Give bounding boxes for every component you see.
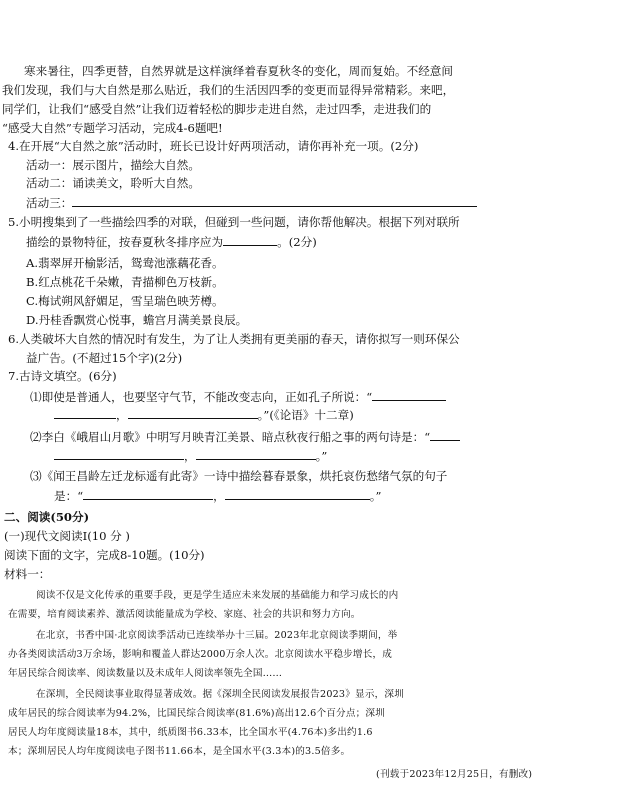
q7-item-2-comma: ， <box>184 449 196 463</box>
q6-line-2: 益广告。(不超过15个字)(2分) <box>26 351 183 365</box>
q7-blank-1b[interactable] <box>54 406 116 419</box>
q7-item-3-end: 。” <box>369 489 382 503</box>
q5-line-2-score: 。(2分) <box>277 235 317 249</box>
section-2-instruction: 阅读下面的文字，完成8-10题。(10分) <box>4 548 205 562</box>
article-para-3-line-2: 成年居民的综合阅读率为94.2%，比国民综合阅读率(81.6%)高出12.6个百分点；深圳 <box>8 708 386 719</box>
article-source: (刊载于2023年12月25日，有删改) <box>376 769 533 780</box>
article-para-1-line-1: 阅读不仅是文化传承的重要手段，更是学生适应未来发展的基础能力和学习成长的内 <box>36 590 399 601</box>
intro-line-2: 我们发现，我们与大自然是那么贴近，我们的生活因四季的变更而显得异常精彩。来吧， <box>2 83 455 97</box>
q5-line-1: 5.小明搜集到了一些描绘四季的对联，但碰到一些问题，请你帮他解决。根据下列对联所 <box>8 215 460 229</box>
q7-blank-3a[interactable] <box>83 487 213 500</box>
q4-activity-2: 活动二：诵读美文，聆听大自然。 <box>26 176 200 190</box>
q7-blank-1c[interactable] <box>128 406 258 419</box>
q7-item-2-prompt: ⑵李白《峨眉山月歌》中明写月映青江美景、暗点秋夜行船之事的两句诗是：“ <box>30 430 431 444</box>
q7-item-1-source: 。”(《论语》十二章) <box>257 408 354 422</box>
q4-activity-1: 活动一：展示图片，描绘大自然。 <box>26 158 200 172</box>
q4-stem: 4.在开展“大自然之旅”活动时，班长已设计好两项活动，请你再补充一项。(2分) <box>8 139 419 153</box>
q4-activity-3 <box>26 194 477 211</box>
q5-option-a: A.翡翠屏开榆影活，鸳鸯池涨藕花香。 <box>26 256 224 270</box>
q5-answer-blank[interactable] <box>223 233 277 246</box>
section-2-title: 二、阅读(50分) <box>4 510 90 524</box>
article-para-3-line-1: 在深圳，全民阅读事业取得显著成效。据《深圳全民阅读发展报告2023》显示，深圳 <box>36 689 404 700</box>
q7-item-2-end: 。” <box>315 449 328 463</box>
q4-answer-blank[interactable] <box>72 194 477 207</box>
q7-blank-1a[interactable] <box>372 388 446 401</box>
article-para-2-line-2: 办各类阅读活动3万余场，影响和覆盖人群达2000万余人次。北京阅读水平稳步增长，成 <box>8 649 393 660</box>
q7-blank-2a[interactable] <box>430 428 460 441</box>
q7-item-1-line-1 <box>30 388 446 405</box>
q7-item-1-prompt: ⑴即使是普通人，也要坚守气节，不能改变志向，正如孔子所说：“ <box>30 390 373 404</box>
intro-line-3: 同学们，让我们“感受自然”让我们迈着轻松的脚步走进自然，走过四季，走进我们的 <box>2 102 432 116</box>
q7-item-3-line-2 <box>54 487 381 504</box>
q5-line-2-text: 描绘的景物特征，按春夏秋冬排序应为 <box>26 235 224 249</box>
q5-line-2 <box>26 233 317 250</box>
material-1-label: 材料一： <box>4 567 51 581</box>
q7-item-3-prefix: 是：“ <box>54 489 84 503</box>
intro-line-4: “感受大自然”专题学习活动，完成4-6题吧! <box>2 121 223 135</box>
q7-item-1-line-2 <box>54 406 354 423</box>
q7-item-3-line-1: ⑶《闻王昌龄左迁龙标遥有此寄》一诗中描绘暮春景象，烘托哀伤愁绪气氛的句子 <box>30 469 448 483</box>
q7-item-2-line-2 <box>54 447 327 464</box>
article-para-2-line-3: 年居民综合阅读率、阅读数量以及未成年人阅读率领先全国…… <box>8 668 283 679</box>
q7-item-3-comma: ， <box>213 489 225 503</box>
article-para-1-line-2: 在需要，培育阅读素养、激活阅读能量成为学校、家庭、社会的共识和努力方向。 <box>8 609 361 620</box>
q5-option-c: C.梅试朔风舒媚足，雪呈瑞色映芳樽。 <box>26 294 224 308</box>
section-2-subtitle: (一)现代文阅读Ⅰ(10 分 ) <box>4 529 130 543</box>
q7-blank-2c[interactable] <box>196 447 316 460</box>
q7-item-2-line-1 <box>30 428 460 445</box>
q7-blank-2b[interactable] <box>54 447 184 460</box>
article-para-3-line-3: 居民人均年度阅读量18本，其中，纸质图书6.33本，比全国水平(4.76本)多出约1.6 <box>8 727 373 738</box>
intro-line-1: 寒来暑往，四季更替，自然界就是这样演绎着春夏秋冬的变化，周而复始。不经意间 <box>24 64 453 78</box>
article-para-2-line-1: 在北京，书香中国·北京阅读季活动已连续举办十三届。2023年北京阅读季期间，举 <box>36 630 398 641</box>
q4-activity-3-label: 活动三： <box>26 196 73 210</box>
q5-option-d: D.丹桂香飘赏心悦事，蟾宫月满美景良辰。 <box>26 313 248 327</box>
article-para-3-line-4: 本；深圳居民人均年度阅读电子图书11.66本，是全国水平(3.3本)的3.5倍多。 <box>8 746 351 757</box>
q5-option-b: B.红点桃花千朵嫩，青描柳色万枝新。 <box>26 275 224 289</box>
q7-stem: 7.古诗文填空。(6分) <box>8 369 117 383</box>
q6-line-1: 6.人类破坏大自然的情况时有发生，为了让人类拥有更美丽的春天，请你拟写一则环保公 <box>8 332 460 346</box>
q7-blank-3b[interactable] <box>225 487 370 500</box>
q7-item-1-comma: ， <box>116 408 128 422</box>
